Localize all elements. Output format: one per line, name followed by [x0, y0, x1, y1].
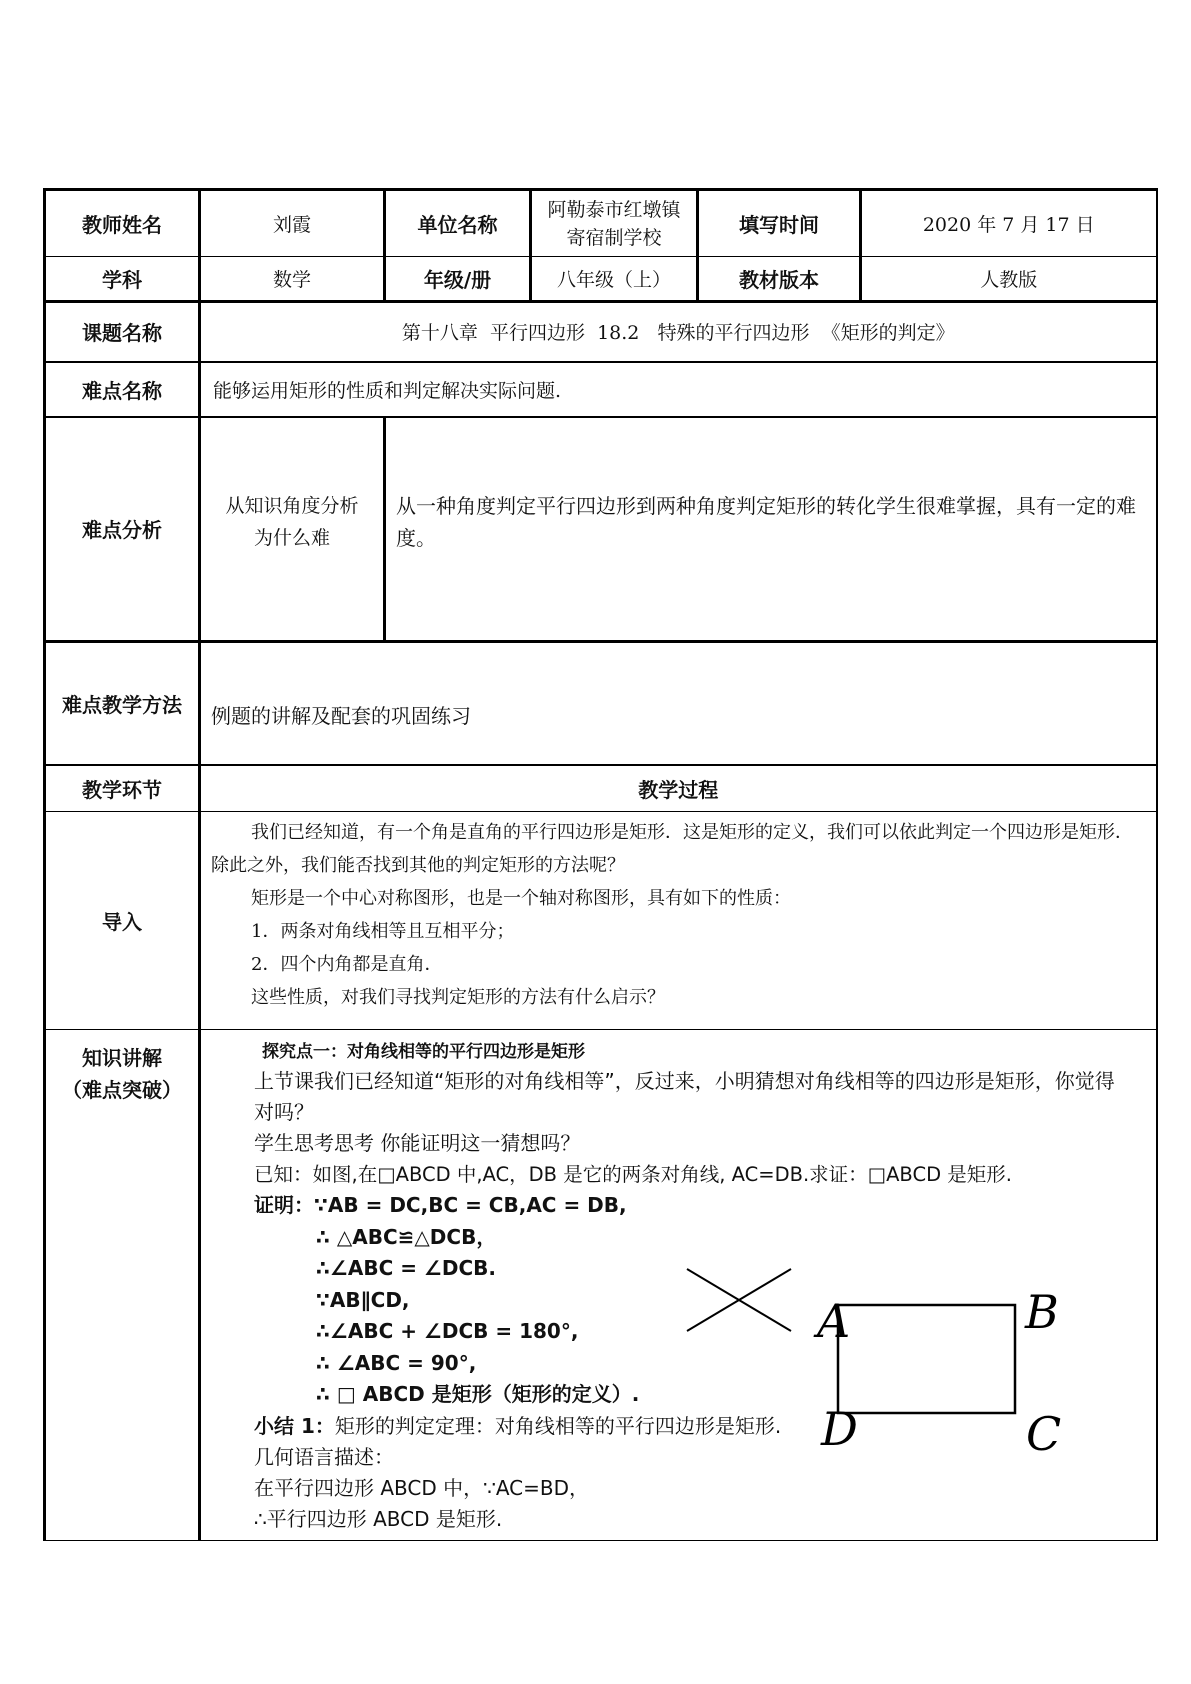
intro-line-1: 我们已经知道，有一个角是直角的平行四边形是矩形．这是矩形的定义，我们可以依此判定一个四边形是矩形．除此之外，我们能否找到其他的判定矩形的方法呢？ — [211, 822, 1133, 876]
unit-name-line1: 阿勒泰市红墩镇 — [547, 198, 681, 221]
vertex-label-d: D — [821, 1402, 858, 1456]
vertex-label-b: B — [1025, 1285, 1059, 1339]
analysis-value: 从一种角度判定平行四边形到两种角度判定矩形的转化学生很难掌握，具有一定的难度。 — [385, 417, 1157, 642]
fill-date-label: 填写时间 — [698, 190, 861, 257]
method-label: 难点教学方法 — [45, 642, 200, 765]
proof-line-0: ∵AB = DC,BC = CB,AC = DB, — [314, 1193, 627, 1217]
summary-text: 矩形的判定定理：对角线相等的平行四边形是矩形. — [334, 1413, 782, 1438]
process-detail-header: 教学过程 — [200, 765, 1157, 812]
explore-title: 探究点一：对角线相等的平行四边形是矩形 — [262, 1042, 585, 1062]
rectangle-abcd — [838, 1305, 1015, 1413]
fill-date-value: 2020 年 7 月 17 日 — [861, 190, 1157, 257]
difficulty-value: 能够运用矩形的性质和判定解决实际问题. — [200, 362, 1157, 417]
geo-title: 几何语言描述： — [254, 1444, 394, 1469]
proof-first-line — [254, 1190, 1134, 1222]
proof-label: 证明： — [254, 1193, 314, 1217]
teacher-name-label: 教师姓名 — [45, 190, 200, 257]
proof-line-1: ∴ △ABC≌△DCB， — [316, 1224, 497, 1249]
analysis-sublabel-line1: 从知识角度分析 — [225, 494, 359, 517]
lesson-plan-table — [43, 188, 1155, 1541]
knowledge-text-1: 上节课我们已经知道“矩形的对角线相等”，反过来，小明猜想对角线相等的四边形是矩形，你觉得对吗？ — [254, 1069, 1115, 1124]
topic-value: 第十八章 平行四边形 18.2 特殊的平行四边形 《矩形的判定》 — [200, 302, 1157, 362]
grade-label: 年级/册 — [385, 257, 531, 302]
geo-line-2: ∴平行四边形 ABCD 是矩形. — [254, 1506, 503, 1531]
knowledge-text-3: 已知：如图,在□ABCD 中,AC，DB 是它的两条对角线, AC=DB.求证：□ABCD 是矩形. — [254, 1163, 1012, 1186]
knowledge-label-line2: （难点突破） — [62, 1078, 182, 1102]
intro-content — [200, 812, 1157, 1030]
topic-label: 课题名称 — [45, 302, 200, 362]
unit-name-line2: 寄宿制学校 — [566, 226, 662, 249]
unit-name-label: 单位名称 — [385, 190, 531, 257]
knowledge-label-line1: 知识讲解 — [82, 1046, 162, 1070]
edition-value: 人教版 — [861, 257, 1157, 302]
proof-line-3: ∵AB∥CD, — [316, 1287, 410, 1312]
proof-line-2: ∴∠ABC = ∠DCB. — [316, 1256, 496, 1280]
knowledge-label — [45, 1030, 200, 1541]
analysis-sublabel — [200, 417, 385, 642]
grade-value: 八年级（上） — [531, 257, 698, 302]
subject-value: 数学 — [200, 257, 385, 302]
knowledge-text-2: 学生思考思考 你能证明这一猜想吗？ — [254, 1131, 581, 1155]
vertex-label-a: A — [817, 1294, 851, 1348]
intro-line-2: 矩形是一个中心对称图形，也是一个轴对称图形，具有如下的性质： — [251, 888, 791, 909]
intro-label: 导入 — [45, 812, 200, 1030]
proof-line-4: ∴∠ABC + ∠DCB = 180°, — [316, 1319, 579, 1343]
analysis-label: 难点分析 — [45, 417, 200, 642]
difficulty-label: 难点名称 — [45, 362, 200, 417]
subject-label: 学科 — [45, 257, 200, 302]
intro-line-4: 2．四个内角都是直角． — [251, 954, 443, 975]
process-stage-header: 教学环节 — [45, 765, 200, 812]
intro-line-5: 这些性质，对我们寻找判定矩形的方法有什么启示？ — [251, 987, 665, 1008]
geo-line-1: 在平行四边形 ABCD 中，∵AC=BD， — [254, 1475, 590, 1500]
summary-label: 小结 1： — [254, 1413, 335, 1438]
proof-line-6: ∴ □ ABCD 是矩形（矩形的定义）. — [316, 1382, 640, 1406]
teacher-name-value: 刘霞 — [200, 190, 385, 257]
vertex-label-c: C — [1026, 1407, 1062, 1461]
edition-label: 教材版本 — [698, 257, 861, 302]
knowledge-content — [200, 1030, 1157, 1541]
intro-line-3: 1．两条对角线相等且互相平分； — [251, 921, 515, 942]
proof-line-5: ∴ ∠ABC = 90°, — [316, 1350, 477, 1375]
analysis-sublabel-line2: 为什么难 — [253, 526, 330, 549]
rectangle-figure — [681, 1260, 1141, 1480]
method-value: 例题的讲解及配套的巩固练习 — [200, 642, 1157, 765]
unit-name-value — [531, 190, 698, 257]
